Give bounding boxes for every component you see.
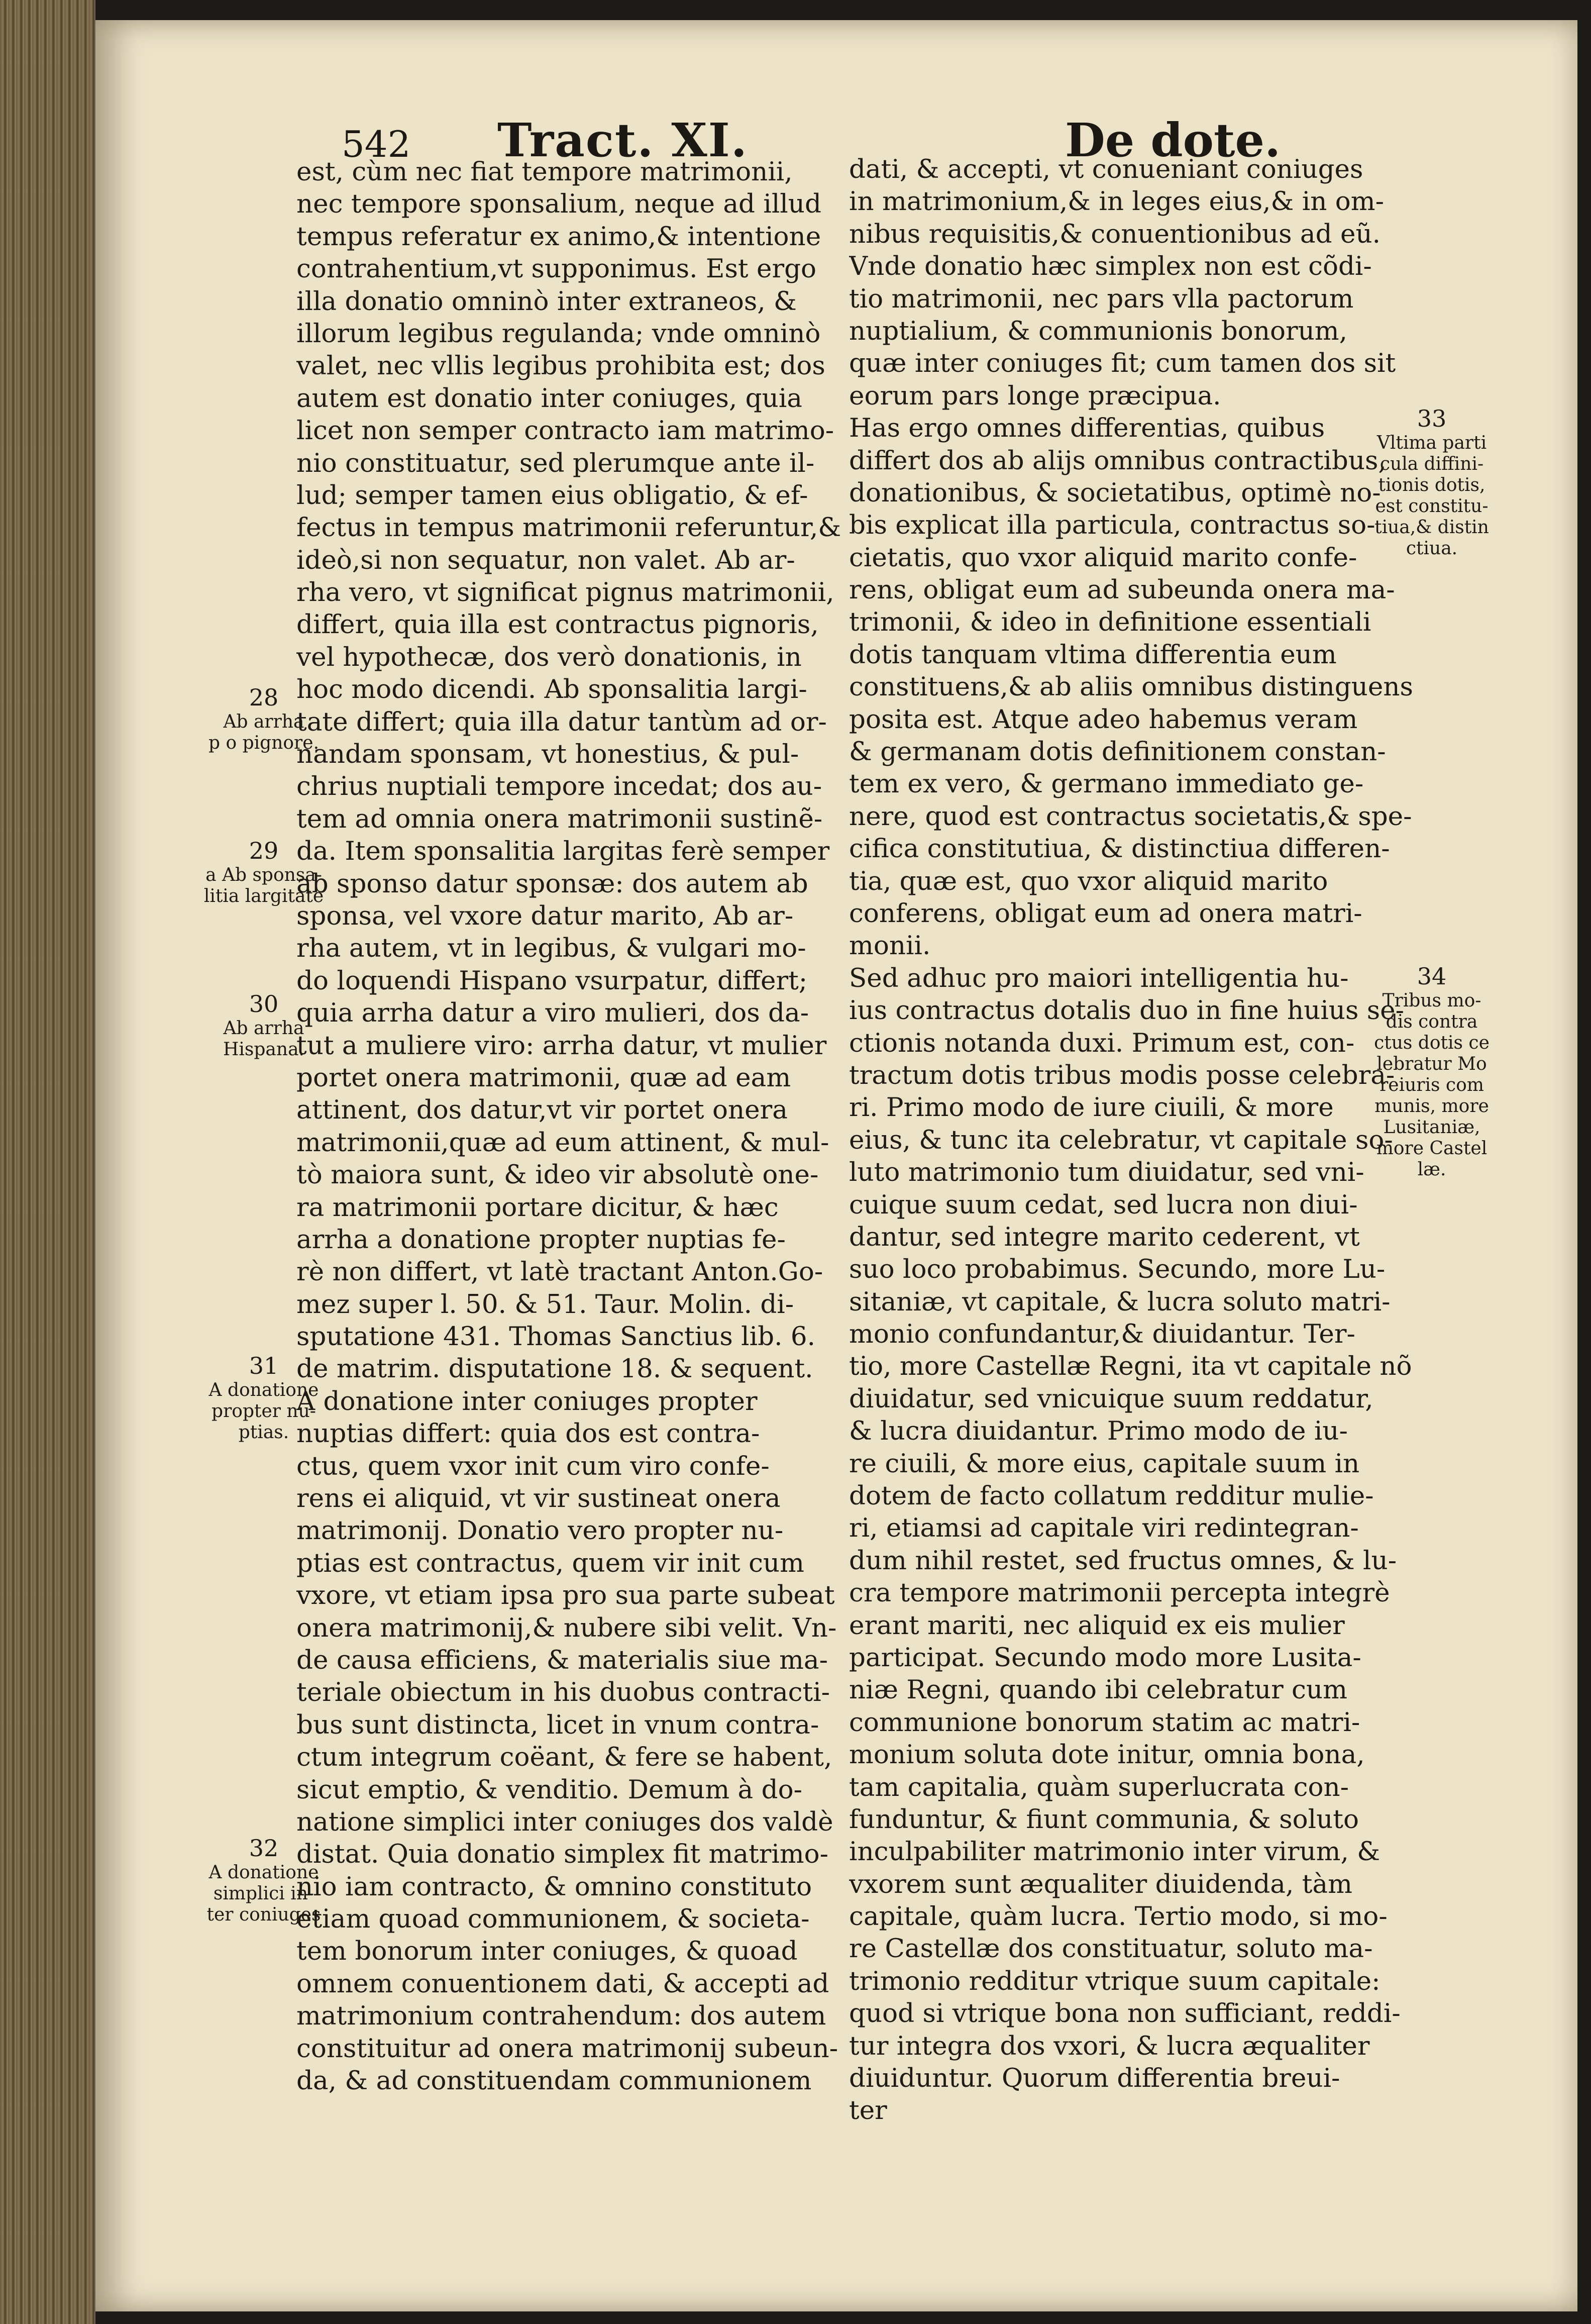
- text-line: da. Item sponsalitia largitas ferè semper: [296, 836, 830, 867]
- text-line: dati, & accepti, vt conueniant coniuges: [849, 154, 1363, 184]
- text-line: niæ Regni, quando ibi celebratur cum: [849, 1675, 1347, 1705]
- text-line: diuiduntur. Quorum differentia breui-: [849, 2063, 1340, 2094]
- text-line: ra matrimonii portare dicitur, & hæc: [296, 1192, 779, 1223]
- text-line: nuptias differt: quia dos est contra-: [296, 1419, 760, 1449]
- text-line: cuique suum cedat, sed lucra non diui-: [849, 1189, 1358, 1220]
- margin-note-line: a Ab sponsa-: [205, 865, 322, 885]
- text-line: constituitur ad onera matrimonij subeun-: [296, 2033, 838, 2064]
- text-line: dum nihil restet, sed fructus omnes, & lu-: [849, 1545, 1397, 1576]
- text-line: nibus requisitis,& conuentionibus ad eũ.: [849, 219, 1381, 249]
- text-line: ctum integrum coëant, & fere se habent,: [296, 1742, 832, 1773]
- text-line: donationibus, & societatibus, optimè no-: [849, 477, 1381, 508]
- text-line: ctus, quem vxor init cum viro confe-: [296, 1451, 770, 1481]
- text-line: de causa efficiens, & materialis siue ma-: [296, 1645, 828, 1675]
- text-line: autem est donatio inter coniuges, quia: [296, 383, 802, 414]
- margin-note-line: læ.: [1417, 1159, 1446, 1180]
- text-line: tem ad omnia onera matrimonii sustinẽ-: [296, 803, 823, 834]
- text-line: luto matrimonio tum diuidatur, sed vni-: [849, 1157, 1364, 1188]
- text-line: Vnde donatio hæc simplex non est cõdi-: [849, 251, 1372, 282]
- text-line: ter: [849, 2095, 887, 2126]
- text-line: rè non differt, vt latè tractant Anton.Go-: [296, 1257, 823, 1287]
- text-line: & lucra diuidantur. Primo modo de iu-: [849, 1416, 1348, 1447]
- text-line: nio iam contracto, & omnino constituto: [296, 1871, 812, 1902]
- text-line: tut a muliere viro: arrha datur, vt mulier: [296, 1030, 827, 1061]
- text-line: vxore, vt etiam ipsa pro sua parte subeat: [296, 1580, 835, 1611]
- margin-note-line: p o pignore.: [208, 733, 320, 753]
- margin-note-line: tiua,& distin: [1374, 517, 1489, 538]
- text-line: da, & ad constituendam communionem: [296, 2066, 812, 2096]
- text-line: ctionis notanda duxi. Primum est, con-: [849, 1028, 1355, 1058]
- text-line: bus sunt distincta, licet in vnum contra-: [296, 1709, 819, 1740]
- text-line: differt dos ab alijs omnibus contractibus,: [849, 445, 1387, 476]
- text-line: Has ergo omnes differentias, quibus: [849, 413, 1325, 444]
- text-line: monio confundantur,& diuidantur. Ter-: [849, 1319, 1355, 1350]
- margin-note-line: est constitu-: [1375, 496, 1489, 517]
- text-line: mez super l. 50. & 51. Taur. Molin. di-: [296, 1289, 794, 1320]
- margin-note-number: 29: [249, 837, 279, 864]
- text-line: matrimonij. Donatio vero propter nu-: [296, 1515, 784, 1546]
- text-line: re ciuili, & more eius, capitale suum in: [849, 1448, 1360, 1479]
- text-line: illa donatio omninò inter extraneos, &: [296, 286, 797, 317]
- text-line: capitale, quàm lucra. Tertio modo, si mo-: [849, 1901, 1388, 1932]
- text-line: vel hypothecæ, dos verò donationis, in: [296, 642, 802, 672]
- text-line: cifica constitutiua, & distinctiua differen-: [849, 834, 1390, 864]
- margin-note-number: 33: [1417, 405, 1447, 432]
- margin-note-line: A donatione: [208, 1862, 319, 1883]
- text-line: bis explicat illa particula, contractus so-: [849, 510, 1375, 541]
- margin-note-line: lebratur Mo: [1376, 1054, 1487, 1074]
- margin-note-line: dis contra: [1386, 1012, 1478, 1032]
- text-line: hoc modo dicendi. Ab sponsalitia largi-: [296, 674, 807, 705]
- text-line: nio constituatur, sed plerumque ante il-: [296, 448, 815, 478]
- margin-note-number: 30: [249, 990, 279, 1018]
- text-line: cietatis, quo vxor aliquid marito confe-: [849, 542, 1357, 573]
- text-line: differt, quia illa est contractus pignoris,: [296, 610, 819, 640]
- text-line: diuidatur, sed vnicuique suum reddatur,: [849, 1383, 1373, 1414]
- text-line: in matrimonium,& in leges eius,& in om-: [849, 186, 1384, 217]
- text-line: quod si vtrique bona non sufficiant, reddi-: [849, 1998, 1401, 2029]
- margin-note-number: 32: [249, 1835, 279, 1862]
- text-line: erant mariti, nec aliquid ex eis mulier: [849, 1610, 1345, 1641]
- text-line: cra tempore matrimonii percepta integrè: [849, 1578, 1390, 1608]
- margin-note-31: [198, 1352, 329, 1443]
- text-line: eorum pars longe præcipua.: [849, 380, 1221, 411]
- margin-note-number: 28: [249, 684, 279, 711]
- margin-note-line: Lusitaniæ,: [1383, 1117, 1480, 1138]
- margin-note-line: Tribus mo-: [1382, 990, 1481, 1011]
- margin-note-line: ctus dotis ce: [1374, 1033, 1490, 1053]
- text-line: est, cùm nec fiat tempore matrimonii,: [296, 157, 793, 187]
- margin-note-line: ter coniuges: [206, 1904, 321, 1925]
- text-line: tia, quæ est, quo vxor aliquid marito: [849, 866, 1328, 896]
- margin-note-line: Hispana.: [223, 1039, 304, 1060]
- text-line: rha vero, vt significat pignus matrimonii,: [296, 577, 834, 608]
- right-text-column: [849, 153, 1447, 2127]
- text-line: monii.: [849, 931, 931, 961]
- text-line: & germanam dotis definitionem constan-: [849, 737, 1386, 767]
- text-line: monium soluta dote initur, omnia bona,: [849, 1740, 1365, 1770]
- text-line: ri, etiamsi ad capitale viri redintegran-: [849, 1513, 1359, 1544]
- text-line: ptias est contractus, quem vir init cum: [296, 1548, 804, 1578]
- text-line: tempus referatur ex animo,& intentione: [296, 221, 821, 252]
- text-line: suo loco probabimus. Secundo, more Lu-: [849, 1254, 1386, 1285]
- text-line: attinent, dos datur,vt vir portet onera: [296, 1095, 788, 1126]
- text-line: trimonii, & ideo in definitione essentiali: [849, 607, 1371, 638]
- text-line: nere, quod est contractus societatis,& spe-: [849, 801, 1412, 832]
- book-edge: [0, 0, 95, 2324]
- text-line: nandam sponsam, vt honestius, & pul-: [296, 739, 799, 770]
- page-number: 542: [342, 123, 411, 165]
- text-line: matrimonii,quæ ad eum attinent, & mul-: [296, 1127, 829, 1158]
- margin-note-33: [1366, 405, 1497, 559]
- text-line: sicut emptio, & venditio. Demum à do-: [296, 1774, 802, 1805]
- margin-note-line: propter nu-: [211, 1401, 316, 1422]
- text-line: de matrim. disputatione 18. & sequent.: [296, 1354, 813, 1384]
- text-line: Sed adhuc pro maiori intelligentia hu-: [849, 963, 1349, 993]
- text-line: dantur, sed integre marito cederent, vt: [849, 1222, 1360, 1252]
- page-header: [246, 95, 1482, 167]
- text-line: tio matrimonii, nec pars vlla pactorum: [849, 283, 1354, 314]
- text-line: conferens, obligat eum ad onera matri-: [849, 898, 1362, 929]
- text-line: dotem de facto collatum redditur mulie-: [849, 1481, 1374, 1511]
- margin-note-line: cula diffini-: [1380, 454, 1484, 474]
- text-line: teriale obiectum in his duobus contracti-: [296, 1677, 830, 1708]
- text-line: sitaniæ, vt capitale, & lucra soluto matri-: [849, 1286, 1391, 1317]
- text-line: quæ inter coniuges fit; cum tamen dos sit: [849, 348, 1396, 379]
- text-line: tem bonorum inter coniuges, & quoad: [296, 1936, 798, 1967]
- text-line: fectus in tempus matrimonii referuntur,&: [296, 513, 841, 543]
- text-line: eius, & tunc ita celebratur, vt capitale so-: [849, 1125, 1393, 1155]
- text-line: participat. Secundo modo more Lusita-: [849, 1642, 1361, 1673]
- text-line: illorum legibus regulanda; vnde omninò: [296, 318, 821, 349]
- text-line: re Castellæ dos constituatur, soluto ma-: [849, 1934, 1373, 1964]
- text-line: rens, obligat eum ad subeunda onera ma-: [849, 575, 1395, 605]
- text-line: ri. Primo modo de iure ciuili, & more: [849, 1092, 1334, 1123]
- text-line: rha autem, vt in legibus, & vulgari mo-: [296, 933, 806, 964]
- text-line: licet non semper contracto iam matrimo-: [296, 416, 834, 446]
- margin-note-30: [198, 990, 329, 1060]
- text-line: sputatione 431. Thomas Sanctius lib. 6.: [296, 1322, 815, 1352]
- text-line: valet, nec vllis legibus prohibita est; dos: [296, 351, 825, 381]
- text-line: nec tempore sponsalium, neque ad illud: [296, 189, 821, 220]
- text-line: lud; semper tamen eius obligatio, & ef-: [296, 480, 808, 511]
- text-line: constituens,& ab aliis omnibus distinguens: [849, 672, 1413, 702]
- margin-note-line: tionis dotis,: [1378, 475, 1486, 495]
- text-line: inculpabiliter matrimonio inter virum, &: [849, 1837, 1381, 1867]
- text-line: sponsa, vel vxore datur marito, Ab ar-: [296, 900, 794, 931]
- text-line: tem ex vero, & germano immediato ge-: [849, 769, 1364, 799]
- text-line: ius contractus dotalis duo in fine huius se-: [849, 995, 1405, 1026]
- left-text-column: [296, 156, 889, 2097]
- text-line: A donatione inter coniuges propter: [296, 1386, 758, 1417]
- text-line: etiam quoad communionem, & societa-: [296, 1904, 810, 1935]
- text-line: contrahentium,vt supponimus. Est ergo: [296, 254, 817, 284]
- text-line: trimonio redditur vtrique suum capitale:: [849, 1966, 1381, 1996]
- margin-note-line: litia largitate: [203, 886, 324, 906]
- text-line: arrha a donatione propter nuptias fe-: [296, 1224, 786, 1255]
- text-line: tio, more Castellæ Regni, ita vt capitale nõ: [849, 1351, 1412, 1382]
- text-line: natione simplici inter coniuges dos valdè: [296, 1806, 833, 1837]
- text-line: vxorem sunt æqualiter diuidenda, tàm: [849, 1869, 1352, 1899]
- text-line: ideò,si non sequatur, non valet. Ab ar-: [296, 545, 795, 575]
- margin-note-line: Ab arrha: [223, 712, 304, 732]
- margin-note-line: Ab arrha: [223, 1018, 304, 1039]
- text-line: rens ei aliquid, vt vir sustineat onera: [296, 1483, 781, 1514]
- text-line: tractum dotis tribus modis posse celebra-: [849, 1060, 1395, 1090]
- text-line: tò maiora sunt, & ideo vir absolutè one-: [296, 1160, 819, 1190]
- margin-note-line: A donatione: [208, 1380, 319, 1400]
- text-line: distat. Quia donatio simplex fit matrimo-: [296, 1839, 829, 1870]
- text-line: nuptialium, & communionis bonorum,: [849, 316, 1347, 346]
- tract-heading: Tract. XI.: [497, 113, 748, 167]
- text-line: funduntur, & fiunt communia, & soluto: [849, 1804, 1359, 1835]
- margin-note-line: Vltima parti: [1376, 433, 1487, 453]
- text-line: dotis tanquam vltima differentia eum: [849, 639, 1337, 670]
- text-line: tam capitalia, quàm superlucrata con-: [849, 1772, 1349, 1802]
- text-line: ab sponso datur sponsæ: dos autem ab: [296, 868, 808, 899]
- text-line: posita est. Atque adeo habemus veram: [849, 704, 1358, 735]
- margin-note-number: 34: [1417, 963, 1447, 990]
- text-line: tur integra dos vxori, & lucra æqualiter: [849, 2031, 1370, 2061]
- text-line: chrius nuptiali tempore incedat; dos au-: [296, 771, 822, 802]
- text-line: communione bonorum statim ac matri-: [849, 1707, 1360, 1738]
- margin-note-line: more Castel: [1376, 1138, 1488, 1159]
- margin-note-28: [198, 683, 329, 754]
- margin-note-32: [198, 1834, 329, 1926]
- running-title: De dote.: [1065, 113, 1281, 167]
- text-line: matrimonium contrahendum: dos autem: [296, 2001, 826, 2032]
- text-line: portet onera matrimonii, quæ ad eam: [296, 1062, 791, 1093]
- margin-note-34: [1366, 962, 1497, 1180]
- text-line: do loquendi Hispano vsurpatur, differt;: [296, 965, 808, 996]
- margin-note-line: ctiua.: [1406, 538, 1458, 559]
- margin-note-29: [198, 837, 329, 907]
- margin-note-line: simplici in-: [213, 1883, 314, 1904]
- margin-note-line: munis, more: [1374, 1096, 1489, 1117]
- margin-note-line: ptias.: [238, 1422, 289, 1443]
- margin-note-line: reiuris com: [1380, 1075, 1484, 1095]
- text-line: onera matrimonij,& nubere sibi velit. Vn-: [296, 1612, 837, 1643]
- text-line: tate differt; quia illa datur tantùm ad or-: [296, 706, 827, 737]
- margin-note-number: 31: [249, 1352, 279, 1379]
- text-line: omnem conuentionem dati, & accepti ad: [296, 1968, 829, 1999]
- text-line: quia arrha datur a viro mulieri, dos da-: [296, 998, 809, 1029]
